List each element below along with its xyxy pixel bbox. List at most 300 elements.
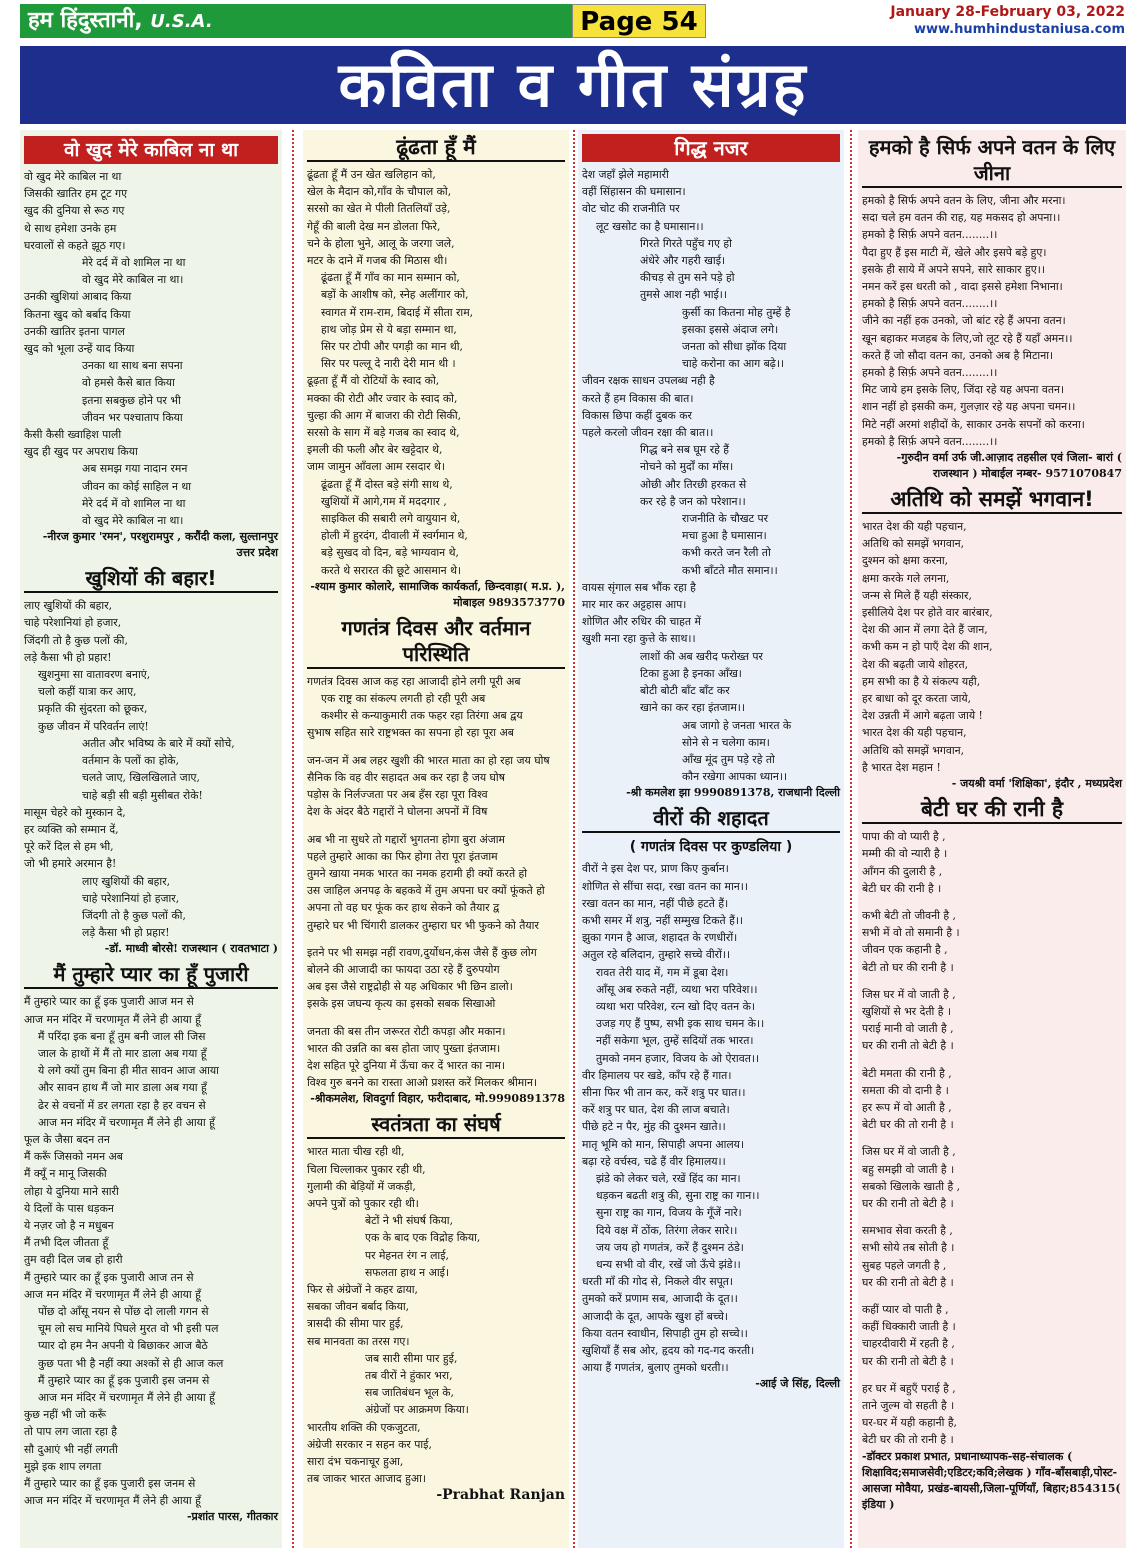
- poem-body: [862, 828, 1122, 1449]
- poem-line: वहीं सिंहासन की घमासान।: [582, 185, 686, 199]
- poem-line: मटर के दाने में गजब की मिठास थी।: [307, 254, 448, 268]
- poem-line: तो पाप लग जाता रहा है: [24, 1425, 118, 1439]
- poem-line: जिस घर में वो जाती है ,: [862, 1145, 956, 1159]
- poem-line: गुलामी की बेड़ियों में जकड़ी,: [307, 1179, 416, 1193]
- poem-line: साइकिल की सबारी लगे वायुयान थे,: [321, 512, 461, 526]
- poem-line: घर की रानी तो बेटी है ।: [862, 1275, 954, 1289]
- poem-line: हमको है सिर्फ़ अपने वतन........।।: [862, 366, 998, 380]
- page-header: [0, 0, 1135, 44]
- poem-line: वीरों ने इस देश पर, प्राण किए कुर्बान।: [582, 862, 729, 876]
- poem-line: गिरते गिरते पहुँच गए हो: [640, 236, 732, 250]
- poem-line: भारत की उन्नति का बस होता जाए पुख्ता इंतजाम।: [307, 1041, 501, 1055]
- poem-line: चाहे बड़ी सी बड़ी मुसीबत रोके!: [82, 788, 203, 802]
- website-link[interactable]: www.humhindustaniusa.com: [913, 22, 1125, 37]
- poem-line: व्यथा भरा परिवेश, रत्न खो दिए वतन के।: [596, 999, 755, 1013]
- poem-body: [24, 993, 278, 1509]
- poem-line: आज मन मंदिर में चरणामृत मैं लेने ही आया हूँ: [24, 1287, 201, 1301]
- poem-author: -Prabhat Ranjan: [436, 1487, 565, 1504]
- poem-line: नमन करें इस धरती को , वादा इससे हमेशा निभाना।: [862, 280, 1063, 294]
- poem-line: विश्व गुरु बनने का रास्ता आओ प्रशस्त करें मिलकर श्रीमान।: [307, 1076, 538, 1090]
- poem-line: उजड़ गए हैं पुष्प, सभी इक साथ चमन के।।: [596, 1017, 765, 1031]
- poem-body: [862, 192, 1122, 450]
- poem-line: मक्का की रोटी और ज्वार के स्वाद को,: [307, 391, 458, 405]
- poem-line: एक राष्ट्र का संकल्प लगती हो रही पूरी अब: [321, 692, 486, 706]
- poem-line: फिर से अंग्रेजों ने कहर ढाया,: [307, 1282, 418, 1296]
- poem-line: मैं करूँ जिसको नमन अब: [24, 1150, 123, 1164]
- paper-location: U.S.A.: [150, 11, 213, 32]
- poem-line: घर की रानी तो बेटी है ।: [862, 1039, 954, 1053]
- poem-line: जनता की बस तीन जरूरत रोटी कपड़ा और मकान।: [307, 1024, 506, 1038]
- poem-line: कभी करते जन रैली तो: [682, 546, 771, 560]
- poem-line: सिर पर टोपी और पगड़ी का मान थी,: [321, 340, 463, 354]
- poem-line: वीर हिमालय पर खडे, काँप रहे हैं गात।: [582, 1068, 732, 1082]
- poem-line: खुद की दुनिया से रूठ गए: [24, 204, 125, 218]
- poem-line: ढूंढता हूँ मैं दोस्त बड़े संगी साथ थे,: [321, 477, 453, 491]
- poem-line: पर मेहनत रंग न लाई,: [365, 1248, 449, 1262]
- poem-line: ढूंढता हूँ मैं गाँव का मान सम्मान को,: [321, 271, 460, 285]
- poem-line: तुमसे आश नही भाई।।: [640, 288, 727, 302]
- stanza-gap: [862, 1133, 1122, 1143]
- poem-line: मिटे नहीं अरमां शहीदों के, साकार उनके सपनों को करना।: [862, 417, 1085, 431]
- poem-line: कैसी कैसी ख्वाहिश पाली: [24, 428, 122, 442]
- poem-line: मासूम चेहरे को मुस्कान दे,: [24, 805, 126, 819]
- poem-line: जब सारी सीमा पार हुई,: [365, 1351, 458, 1365]
- poem-author: -श्याम कुमार कोलारे, सामाजिक कार्यकर्ता, छिन्दवाड़ा( म.प्र. ), मोबाइल 9893573770: [310, 579, 565, 609]
- poem-line: कुछ पता भी है नहीं क्या अश्कों से ही आज कल: [38, 1356, 224, 1370]
- poem-line: अब इस जैसे राष्ट्रद्रोही से यह अधिकार भी छिन डालो।: [307, 980, 513, 994]
- poem-title: स्वतंत्रता का संघर्ष: [307, 1111, 565, 1139]
- poem-line: कीचड़ से तुम सने पड़े हो: [640, 271, 735, 285]
- poem-line: मुझे इक शाप लगता: [24, 1459, 102, 1473]
- poem-body: [307, 166, 565, 579]
- poem-line: देश सहित पूरे दुनिया में ऊँचा कर दें भारत का नाम।: [307, 1058, 505, 1072]
- poem-line: जीने का नहीं हक उनको, जो बांट रहे हैं अपना वतन।: [862, 314, 1066, 328]
- poem-line: दिये वक्ष में ठोंक, तिरंगा लेकर सारे।।: [596, 1223, 738, 1237]
- poem-subtitle: ( गणतंत्र दिवस पर कुण्डलिया ): [629, 839, 793, 856]
- poem-line: पीछे हटे न पैर, मुंह की दुश्मन खाते।।: [582, 1120, 726, 1134]
- poem-line: हर बाधा को दूर करता जाये,: [862, 692, 972, 706]
- poem-author: -प्रशांत पारस, गीतकार: [186, 1510, 278, 1524]
- issue-info: [890, 4, 1125, 38]
- poem-line: चाहे परेशानियां हो हजार,: [82, 891, 180, 905]
- poem-line: भारत माता चीख रही थी,: [307, 1145, 405, 1159]
- poem-line: जन्म से मिले हैं यही संस्कार,: [862, 588, 972, 602]
- poem-line: अपने पुत्रों को पुकार रही थी।: [307, 1196, 419, 1210]
- page-number: Page 54: [572, 4, 706, 38]
- poem-author: -गुरुदीन वर्मा उर्फ जी.आज़ाद तहसील एवं जिला- बारां ( राजस्थान ) मोबाईल नम्बर- 9571070847: [896, 451, 1122, 481]
- poem-line: टिका हुआ है इनका आँख।: [640, 666, 742, 680]
- poem-title: गणतंत्र दिवस और वर्तमान परिस्थिति: [307, 615, 565, 669]
- poem-line: लोहा ये दुनिया माने सारी: [24, 1184, 119, 1198]
- poem-line: चूम लो सच मानिये पिघले मुरत वो भी इसी पल: [38, 1322, 219, 1336]
- poem-line: सरसो के साग में बड़े गजब का स्वाद थे,: [307, 426, 460, 440]
- poem-line: आँगन की दुलारी है ,: [862, 864, 943, 878]
- poem-line: मैं क्यूँ न मानू जिसकी: [24, 1167, 107, 1181]
- poem-line: जो भी हमारे अरमान है!: [24, 857, 117, 871]
- poem-title: गिद्ध नजर: [582, 134, 840, 162]
- poem-line: खाने का कर रहा इंतजाम।।: [640, 701, 745, 715]
- poem-line: झुका गगन है आज, शहादत के रणधीरों।: [582, 931, 738, 945]
- column-4: [858, 130, 1126, 1548]
- poem-line: हर व्यक्ति को सम्मान दें,: [24, 822, 119, 836]
- poem-line: अब भी ना सुधरे तो गद्दारों भुगतना होगा बुरा अंजाम: [307, 832, 506, 846]
- poem-line: जाल के हाथों में मैं तो मार डाला अब गया हूँ: [38, 1046, 207, 1060]
- poem-line: हम सभी का है ये संकल्प यही,: [862, 674, 981, 688]
- poem-line: ढूढ़ता हूँ मैं वो रोटियों के स्वाद को,: [307, 374, 440, 388]
- poem-line: ये लगे क्यों तुम बिना ही मीत सावन आज आया: [38, 1064, 219, 1078]
- poem-line: अतिथि को समझें भगवान,: [862, 743, 965, 757]
- poem-line: देश की बढ़ती जाये शोहरत,: [862, 657, 969, 671]
- column-2: [303, 130, 569, 1548]
- poem-line: कहीं धिक्कारी जाती है ।: [862, 1320, 956, 1334]
- stanza-gap: [862, 1055, 1122, 1065]
- poem-line: चने के होला भुने, आलू के जरगा जले,: [307, 236, 455, 250]
- poem-line: जनता को सीधा झोंक दिया: [682, 340, 787, 354]
- poem-line: करते थे सरारत की छूटे आसमान थे।: [321, 563, 462, 577]
- poem-body: [24, 168, 278, 529]
- poem-line: बेटों ने भी संघर्ष किया,: [365, 1214, 454, 1228]
- poem-title: वो खुद मेरे काबिल ना था: [24, 136, 278, 164]
- poem-line: सुना राष्ट्र का गान, विजय के गूँजें नारे।: [596, 1206, 742, 1220]
- poem-line: जिसकी खातिर हम टूट गए: [24, 187, 128, 201]
- poem-body: [24, 597, 278, 941]
- poem-line: वो खुद मेरे काबिल ना था: [24, 170, 122, 183]
- poem-line: जन-जन में अब लहर खुशी की भारत माता का हो रहा जय घोष: [307, 753, 550, 767]
- poem-line: भारत देश की यही पहचान,: [862, 520, 967, 534]
- poem-line: है भारत देश महान !: [862, 760, 941, 774]
- stanza-gap: [307, 821, 565, 831]
- poem-line: मातृ भूमि को मान, सिपाही अपना आलय।: [582, 1137, 745, 1151]
- poem-line: शान नहीं हो इसकी कम, गुलज़ार रहे यह अपना चमन।।: [862, 400, 1076, 414]
- poem-line: समता की वो दानी है ।: [862, 1083, 949, 1097]
- poem-line: देश की आन में लगा देते हैं जान,: [862, 623, 988, 637]
- poem-line: तुम्हारे घर भी चिंगारी डालकर तुम्हारा घर भी फुकने को तैयार: [307, 918, 539, 932]
- poem-line: देश जहाँ झेले महामारी: [582, 168, 669, 181]
- poem-line: रखा वतन का मान, नहीं पीछे हटते हैं।: [582, 896, 729, 910]
- poem-line: मैं परिंदा इक बना हूँ तुम बनी जाल सी जिस: [38, 1029, 206, 1043]
- poem-line: वो खुद मेरे काबिल ना था।: [82, 514, 184, 528]
- poem-line: बढ़ा रहे वर्चस्व, चढे हैं वीर हिमालय।।: [582, 1154, 726, 1168]
- poem-body: [862, 518, 1122, 776]
- poem-author: -श्रीकमलेश, शिवदुर्गा विहार, फरीदाबाद, मो.9990891378: [310, 1092, 565, 1106]
- poem-line: कभी समर में शत्रु, नहीं सम्मुख टिकते हैं।।: [582, 913, 744, 927]
- poem-line: थे साथ हमेशा उनके हम: [24, 221, 117, 235]
- poem-line: कुर्सी का कितना मोह तुम्हें है: [682, 305, 791, 319]
- poem-line: चलो कहीं यात्रा कर आए,: [38, 685, 137, 699]
- poem-line: मेरे दर्द में वो शामिल ना था: [82, 496, 186, 510]
- poem-line: पहले करलो जीवन रक्षा की बात।।: [582, 426, 714, 440]
- poem-line: लड़े कैसा भी हो प्रहार!: [82, 926, 170, 940]
- poem-line: खुशियों से भर देती है ।: [862, 1004, 952, 1018]
- poem-line: हर रूप में वो आती है ,: [862, 1100, 952, 1114]
- stanza-gap: [862, 976, 1122, 986]
- poem-line: हर घर में बहुएँ पराई है ,: [862, 1381, 956, 1395]
- poem-line: एक के बाद एक विद्रोह किया,: [365, 1231, 481, 1245]
- poem-line: भारत देश की यही पहचान,: [862, 726, 967, 740]
- poem-line: आज मन मंदिर में चरणामृत मैं लेने ही आया हूँ: [24, 1494, 201, 1508]
- poem-title: अतिथि को समझें भगवान!: [862, 486, 1122, 514]
- poem-author: -नीरज कुमार 'रमन', परशुरामपुर , करौंदी कला, सुल्तानपुर उत्तर प्रदेश: [42, 530, 278, 560]
- poem-line: पोंछ दो आँसू नयन से पोंछ दो लाली गगन से: [38, 1304, 209, 1318]
- poem-line: कौन रखेगा आपका ध्यान।।: [682, 770, 788, 784]
- poem-title: ढूंढता हूँ मैं: [307, 134, 565, 162]
- poem-line: इसके ही साये में अपने सपने, सारे साकार हुए।।: [862, 262, 1045, 276]
- poem-line: सोने से न चलेगा काम।: [682, 735, 770, 749]
- poem-line: गेहूँ की बाली देख मन डोलता फिरे,: [307, 219, 441, 233]
- poem-body: [307, 673, 565, 1091]
- poem-line: खुशनुमा सा वातावरण बनाएं,: [38, 668, 151, 682]
- stanza-gap: [862, 897, 1122, 907]
- poem-line: कभी बेटी तो जीवनी है ,: [862, 908, 956, 922]
- poem-line: हमको है सिर्फ अपने वतन के लिए, जीना और मरना।: [862, 194, 1066, 207]
- column-3: [578, 130, 844, 1548]
- poem-line: कितना खुद को बर्बाद किया: [24, 307, 131, 321]
- poem-line: खुद को भूला उन्हें याद किया: [24, 342, 135, 356]
- poem-line: हमको है सिर्फ़ अपने वतन........।।: [862, 228, 998, 242]
- poem-author: -डॉ. माध्वी बोरसे! राजस्थान ( रावतभाटा ): [104, 942, 278, 956]
- poem-line: करते हैं जो सौदा वतन का, उनको अब है मिटाना।: [862, 348, 1054, 362]
- poem-line: सारा दंभ चकनाचूर हुआ,: [307, 1455, 404, 1468]
- poem-line: कभी बाँटते मौत समान।।: [682, 563, 778, 577]
- poem-line: अतुल रहे बलिदान, तुम्हारे सच्चे वीरों।।: [582, 948, 731, 962]
- poem-line: जिस घर में वो जाती है ,: [862, 987, 956, 1001]
- poem-line: वोट चोट की राजनीति पर: [582, 202, 680, 216]
- poem-line: कहीं प्यार वो पाती है ,: [862, 1302, 949, 1316]
- poem-line: क्षमा करके गले लगना,: [862, 571, 950, 585]
- poem-line: शोणित से सींचा सदा, रखा वतन का मान।।: [582, 879, 748, 893]
- poem-line: मेरे दर्द में वो शामिल ना था: [82, 256, 186, 270]
- poem-line: मैं तुम्हारे प्यार का हूँ इक पुजारी आज मन से: [24, 995, 194, 1009]
- poem-line: इसके इस जघन्य कृत्य का इसको सबक सिखाओ: [307, 997, 496, 1011]
- poem-line: सरसो का खेत मे पीली तितलियाँ उड़े,: [307, 202, 451, 216]
- poem-line: ये दिलों के पास धड़कन: [24, 1201, 114, 1215]
- poem-line: सीना फिर भी तान कर, करें शत्रु पर घात।।: [582, 1085, 746, 1099]
- stanza-gap: [307, 934, 565, 944]
- poem-line: लाए खुशियों की बहार,: [24, 599, 113, 613]
- poem-line: देश के अंदर बैठे गद्दारों ने घोलना अपनों में विष: [307, 805, 488, 819]
- poem-line: राजनीति के चौखट पर: [682, 512, 769, 526]
- stanza-gap: [307, 1013, 565, 1023]
- poem-line: आँसू अब रुकते नहीं, व्यथा भरा परिवेश।।: [596, 982, 758, 996]
- poem-line: घर-घर में यही कहानी है,: [862, 1416, 957, 1430]
- poem-line: उनकी खुशियां आबाद किया: [24, 290, 132, 304]
- poem-line: आया हैं गणतंत्र, बुलाए तुमको धरती।।: [582, 1361, 729, 1375]
- poem-line: उनका था साथ बना सपना: [82, 359, 183, 373]
- poem-line: नोचने को मुर्दों का माँस।: [640, 460, 734, 474]
- poem-line: चाहे परेशानियां हो हजार,: [24, 616, 122, 630]
- poem-line: करते हैं हम विकास की बात।: [582, 391, 694, 405]
- poem-line: धन्य सभी वो वीर, रखें जो ऊँचे झंडे।।: [596, 1257, 741, 1271]
- poem-line: ढूंढता हूँ मैं उन खेत खलिहान को,: [307, 168, 436, 181]
- poem-line: हमको है सिर्फ़ अपने वतन........।।: [862, 434, 998, 448]
- poem-line: इतना सबकुछ होने पर भी: [82, 393, 181, 407]
- poem-line: ढेर से वचनों में डर लगता रहा है हर वचन से: [38, 1098, 206, 1112]
- poem-line: मैं तुम्हारे प्यार का हूँ इक पुजारी इस जनम से: [24, 1477, 196, 1491]
- poem-line: जीवन रक्षक साधन उपलब्ध नही है: [582, 374, 715, 388]
- poem-title: खुशियों की बहार!: [24, 565, 278, 593]
- poem-line: लाए खुशियों की बहार,: [82, 874, 171, 888]
- poem-line: गणतंत्र दिवस आज कह रहा आजादी होने लगी पूरी अब: [307, 674, 521, 688]
- poem-line: धड़कन बढती शत्रु की, सुना राष्ट्र का गान।।: [596, 1189, 760, 1203]
- poem-line: अंग्रेजी सरकार न सहन कर पाई,: [307, 1437, 432, 1451]
- masthead: [20, 4, 580, 38]
- poem-line: नहीं सकेगा भूल, तुम्हें सदियों तक भारत।: [596, 1034, 754, 1048]
- poem-author: - जयश्री वर्मा 'शिक्षिका', इंदौर , मध्यप्रदेश: [951, 777, 1122, 791]
- poem-line: सभी सोये तब सोती है ।: [862, 1241, 955, 1255]
- poem-title: बेटी घर की रानी है: [862, 796, 1122, 824]
- poem-line: मिट जाये हम इसके लिए, जिंदा रहे यह अपना वतन।: [862, 383, 1065, 397]
- poem-line: मैं तुम्हारे प्यार का हूँ इक पुजारी इस जनम से: [38, 1373, 210, 1387]
- poem-line: मैं तभी दिल जीतता हूँ: [24, 1236, 109, 1250]
- poem-line: कुछ जीवन में परिवर्तन लाएं!: [38, 719, 149, 733]
- poem-line: फूल के जैसा बदन तन: [24, 1132, 110, 1146]
- poem-line: विकास छिपा कहीं दुबक कर: [582, 408, 692, 422]
- poem-line: जीवन एक कहानी है ,: [862, 943, 948, 957]
- poem-line: आँख मूंद तुम पड़े रहे तो: [682, 752, 775, 766]
- poem-line: स्वागत में राम-राम, बिदाई में सीता राम,: [321, 305, 474, 319]
- poem-line: हमको है सिर्फ़ अपने वतन........।।: [862, 297, 998, 311]
- poem-line: सब मानवता का तरस गए।: [307, 1334, 410, 1348]
- poem-line: सदा चले हम वतन की राह, यह मकसद हो अपना।।: [862, 211, 1061, 225]
- poem-line: कश्मीर से कन्याकुमारी तक फहर रहा तिरंगा अब द्वय: [321, 709, 523, 723]
- poem-line: मम्मी की वो न्यारी है ।: [862, 847, 948, 861]
- poem-title: मैं तुम्हारे प्यार का हूँ पुजारी: [24, 961, 278, 989]
- poem-line: सबको खिलाके खाती है ,: [862, 1179, 961, 1193]
- poem-line: ये नज़र जो है न मधुबन: [24, 1218, 114, 1232]
- poem-line: चुल्हा की आग में बाजरा की रोटी सिकी,: [307, 408, 462, 422]
- poem-line: बेटी तो घर की रानी है ।: [862, 960, 954, 974]
- poem-body: [582, 166, 840, 785]
- poem-line: कर रहे है जन को परेशान।।: [640, 494, 746, 508]
- poem-line: बहु समझी वो जाती है ।: [862, 1162, 955, 1176]
- poem-title: वीरों की शहादत: [582, 805, 840, 833]
- poem-line: समभाव सेवा करती है ,: [862, 1224, 953, 1238]
- poem-line: अब जागो हे जनता भारत के: [682, 718, 792, 732]
- poem-line: तुमको करें प्रणाम सब, आजादी के दूत।।: [582, 1292, 738, 1306]
- poem-line: इमली की फली और बेर खट्टेदार थे,: [307, 443, 443, 457]
- poem-line: हाथ जोड़ प्रेम से ये बड़ा सम्मान था,: [321, 322, 457, 336]
- poem-line: खुशी मना रहा कुत्ते के साथ।।: [582, 632, 696, 646]
- poem-line: बड़ों के आशीष को, स्नेह अलींगार को,: [321, 288, 469, 302]
- poem-line: त्रासदी की सीमा पार हुई,: [307, 1317, 404, 1331]
- poem-line: कभी कम न हो पाएँ देश की शान,: [862, 640, 993, 654]
- poem-line: उनकी खातिर इतना पागल: [24, 324, 125, 338]
- poem-line: सौ दुआएं भी नहीं लगती: [24, 1442, 118, 1456]
- poem-line: मचा हुआ है घमासान।: [682, 529, 767, 543]
- poem-line: लाशों की अब खरीद फरोख्त पर: [640, 649, 763, 663]
- issue-date: January 28-February 03, 2022: [890, 4, 1125, 20]
- poem-line: आज मन मंदिर में चरणामृत मैं लेने ही आया हूँ: [38, 1391, 215, 1404]
- poem-line: बेटी घर की तो रानी है ।: [862, 1118, 954, 1132]
- poem-line: वो हमसे कैसे बात किया: [82, 376, 175, 390]
- poem-line: चिला चिल्लाकर पुकार रही थी,: [307, 1162, 426, 1176]
- poem-line: सिर पर पल्लू दे नारी देरी मान थी ।: [321, 357, 456, 371]
- poem-line: बेटी घर की तो रानी है ।: [862, 1433, 954, 1447]
- column-divider: [850, 130, 852, 1548]
- poem-line: चलते जाए, खिलखिलाते जाए,: [82, 771, 200, 785]
- paper-name: हम हिंदुस्तानी,: [28, 8, 143, 33]
- poem-line: प्रकृति की सुंदरता को छूकर,: [38, 702, 148, 716]
- poem-line: बेटी ममता की रानी है ,: [862, 1066, 952, 1080]
- poem-line: खुशियों में आगे,गम में मददगार ,: [321, 494, 447, 508]
- poem-line: सभी में वो तो समानी है ।: [862, 926, 960, 940]
- stanza-gap: [307, 742, 565, 752]
- column-1: [20, 130, 282, 1548]
- poem-line: तब वीरों ने हुंकार भरा,: [365, 1368, 453, 1382]
- poem-line: अंग्रेजों पर आक्रमण किया।: [365, 1403, 469, 1417]
- poem-line: वायस सृंगाल सब भौंक रहा है: [582, 580, 696, 594]
- poem-line: तुमको नमन हजार, विजय के ओ ऐरावत।।: [596, 1051, 760, 1065]
- poem-line: आज मन मंदिर में चरणामृत मैं लेने ही आया हूँ: [24, 1012, 201, 1026]
- poem-line: जिंदगी तो है कुछ पलों की,: [24, 633, 128, 647]
- poem-line: अब समझ गया नादान रमन: [82, 462, 188, 476]
- poem-line: ताने जुल्म वो सहती है ।: [862, 1398, 955, 1412]
- poem-line: शोणित और रुधिर की चाहत में: [582, 615, 701, 629]
- poem-line: जीवन भर पश्चाताप किया: [82, 410, 183, 424]
- poem-line: तब जाकर भारत आजाद हुआ।: [307, 1472, 426, 1486]
- column-divider: [292, 130, 294, 1548]
- poem-line: बेटी घर की रानी है ।: [862, 881, 942, 895]
- poem-line: होली में हुरदंग, दीवाली में स्वर्गमान थे,: [321, 529, 468, 543]
- poem-author: -आई जे सिंह, दिल्ली: [755, 1377, 840, 1391]
- poem-line: अंधेरे और गहरी खाई।: [640, 254, 726, 268]
- poem-line: आजादी के दूत, आपके खुश हों बच्चे।: [582, 1309, 728, 1323]
- poem-line: तुम वही दिल जब हो हारी: [24, 1253, 123, 1267]
- poem-line: और सावन हाथ मैं जो मार डाला अब गया हूँ: [38, 1081, 207, 1095]
- poem-line: पराई मानी वो जाती है ,: [862, 1022, 954, 1036]
- poem-line: घर की रानी तो बेटी है ।: [862, 1196, 954, 1210]
- poem-line: इतने पर भी समझ नहीं रावण,दुर्योधन,कंस जैसे हैं कुछ लोग: [307, 945, 537, 959]
- poem-line: करें शत्रु पर घात, देश की लाज बचाते।: [582, 1103, 730, 1117]
- poem-line: रावत तेरी याद में, गम में डूबा देश।: [596, 965, 729, 979]
- stanza-gap: [862, 1212, 1122, 1222]
- poem-author: -डॉक्टर प्रकाश प्रभात, प्रधानाध्यापक-सह-संचालक ( शिक्षाविद;समाजसेवी;एडिटर;कवि;लेखक ) गाँव-बाँसबाड़ी,पोस्ट-आसजा मोवैया, प्रखंड-बायसी,जिला-पूर्णियाँ, बिहार;854315( इंडिया ): [862, 1449, 1121, 1511]
- poem-line: उस जाहिल अनपढ़ के बहकवे में तुम अपना घर क्यों फूंकते हो: [307, 884, 545, 898]
- poem-line: जिंदगी तो है कुछ पलों की,: [82, 908, 186, 922]
- poem-line: घर की रानी तो बेटी है ।: [862, 1354, 954, 1368]
- poem-line: पूरे करें दिल से हम भी,: [24, 840, 114, 854]
- poem-line: जाम जामुन आँवला आम रसदार थे।: [307, 460, 445, 474]
- poem-line: कुछ नहीं भी जो करूँ: [24, 1408, 106, 1422]
- poem-line: सुबह पहले जगती है ,: [862, 1258, 947, 1272]
- poem-line: घरवालों से कहते झूठ गए।: [24, 238, 126, 252]
- poem-line: पड़ोस के निर्लज्जता पर अब हँस रहा पूरा विश्व: [307, 788, 488, 802]
- poem-line: ओछी और तिरछी हरकत से: [640, 477, 747, 491]
- poem-line: तुमने खाया नमक भारत का नमक हरामी ही क्यों करते हो: [307, 866, 528, 880]
- poem-line: लड़े कैसा भी हो प्रहार!: [24, 650, 112, 664]
- poem-line: बोटी बोटी बाँट बाँट कर: [640, 684, 730, 698]
- section-banner: कविता व गीत संग्रह: [20, 46, 1126, 124]
- poem-line: सैनिक कि वह वीर सहादत अब कर रहा है जय घोष: [307, 770, 505, 784]
- stanza-gap: [862, 1291, 1122, 1301]
- column-divider: [573, 130, 575, 1548]
- poem-line: आज मन मंदिर में चरणामृत मैं लेने ही आया हूँ: [38, 1115, 215, 1129]
- poem-line: वर्तमान के पलों का होके,: [82, 754, 180, 768]
- poem-author: -श्री कमलेश झा 9990891378, राजधानी दिल्ली: [626, 786, 840, 800]
- poem-line: झंडे को लेकर चले, रखें हिंद का मान।: [596, 1171, 741, 1185]
- poem-body: [582, 860, 840, 1376]
- poem-line: धरती माँ की गोद से, निकले वीर सपूत।: [582, 1275, 734, 1289]
- poem-line: चाहे करोना का आग बढ़े।।: [682, 357, 785, 371]
- poem-line: जय जय हो गणतंत्र, करें हैं दुश्मन ठंडे।: [596, 1240, 744, 1254]
- poem-body: [307, 1143, 565, 1487]
- poem-line: चाहरदीवारी में रहती है ,: [862, 1337, 955, 1351]
- poem-line: बड़े सुखद वो दिन, बड़े भाग्यवान थे,: [321, 546, 459, 560]
- stanza-gap: [862, 1370, 1122, 1380]
- poem-line: खुद ही खुद पर अपराध किया: [24, 445, 138, 459]
- poem-line: गिद्ध बने सब घूम रहे हैं: [640, 443, 730, 457]
- poem-line: इसका इससे अंदाज लगे।: [682, 322, 779, 336]
